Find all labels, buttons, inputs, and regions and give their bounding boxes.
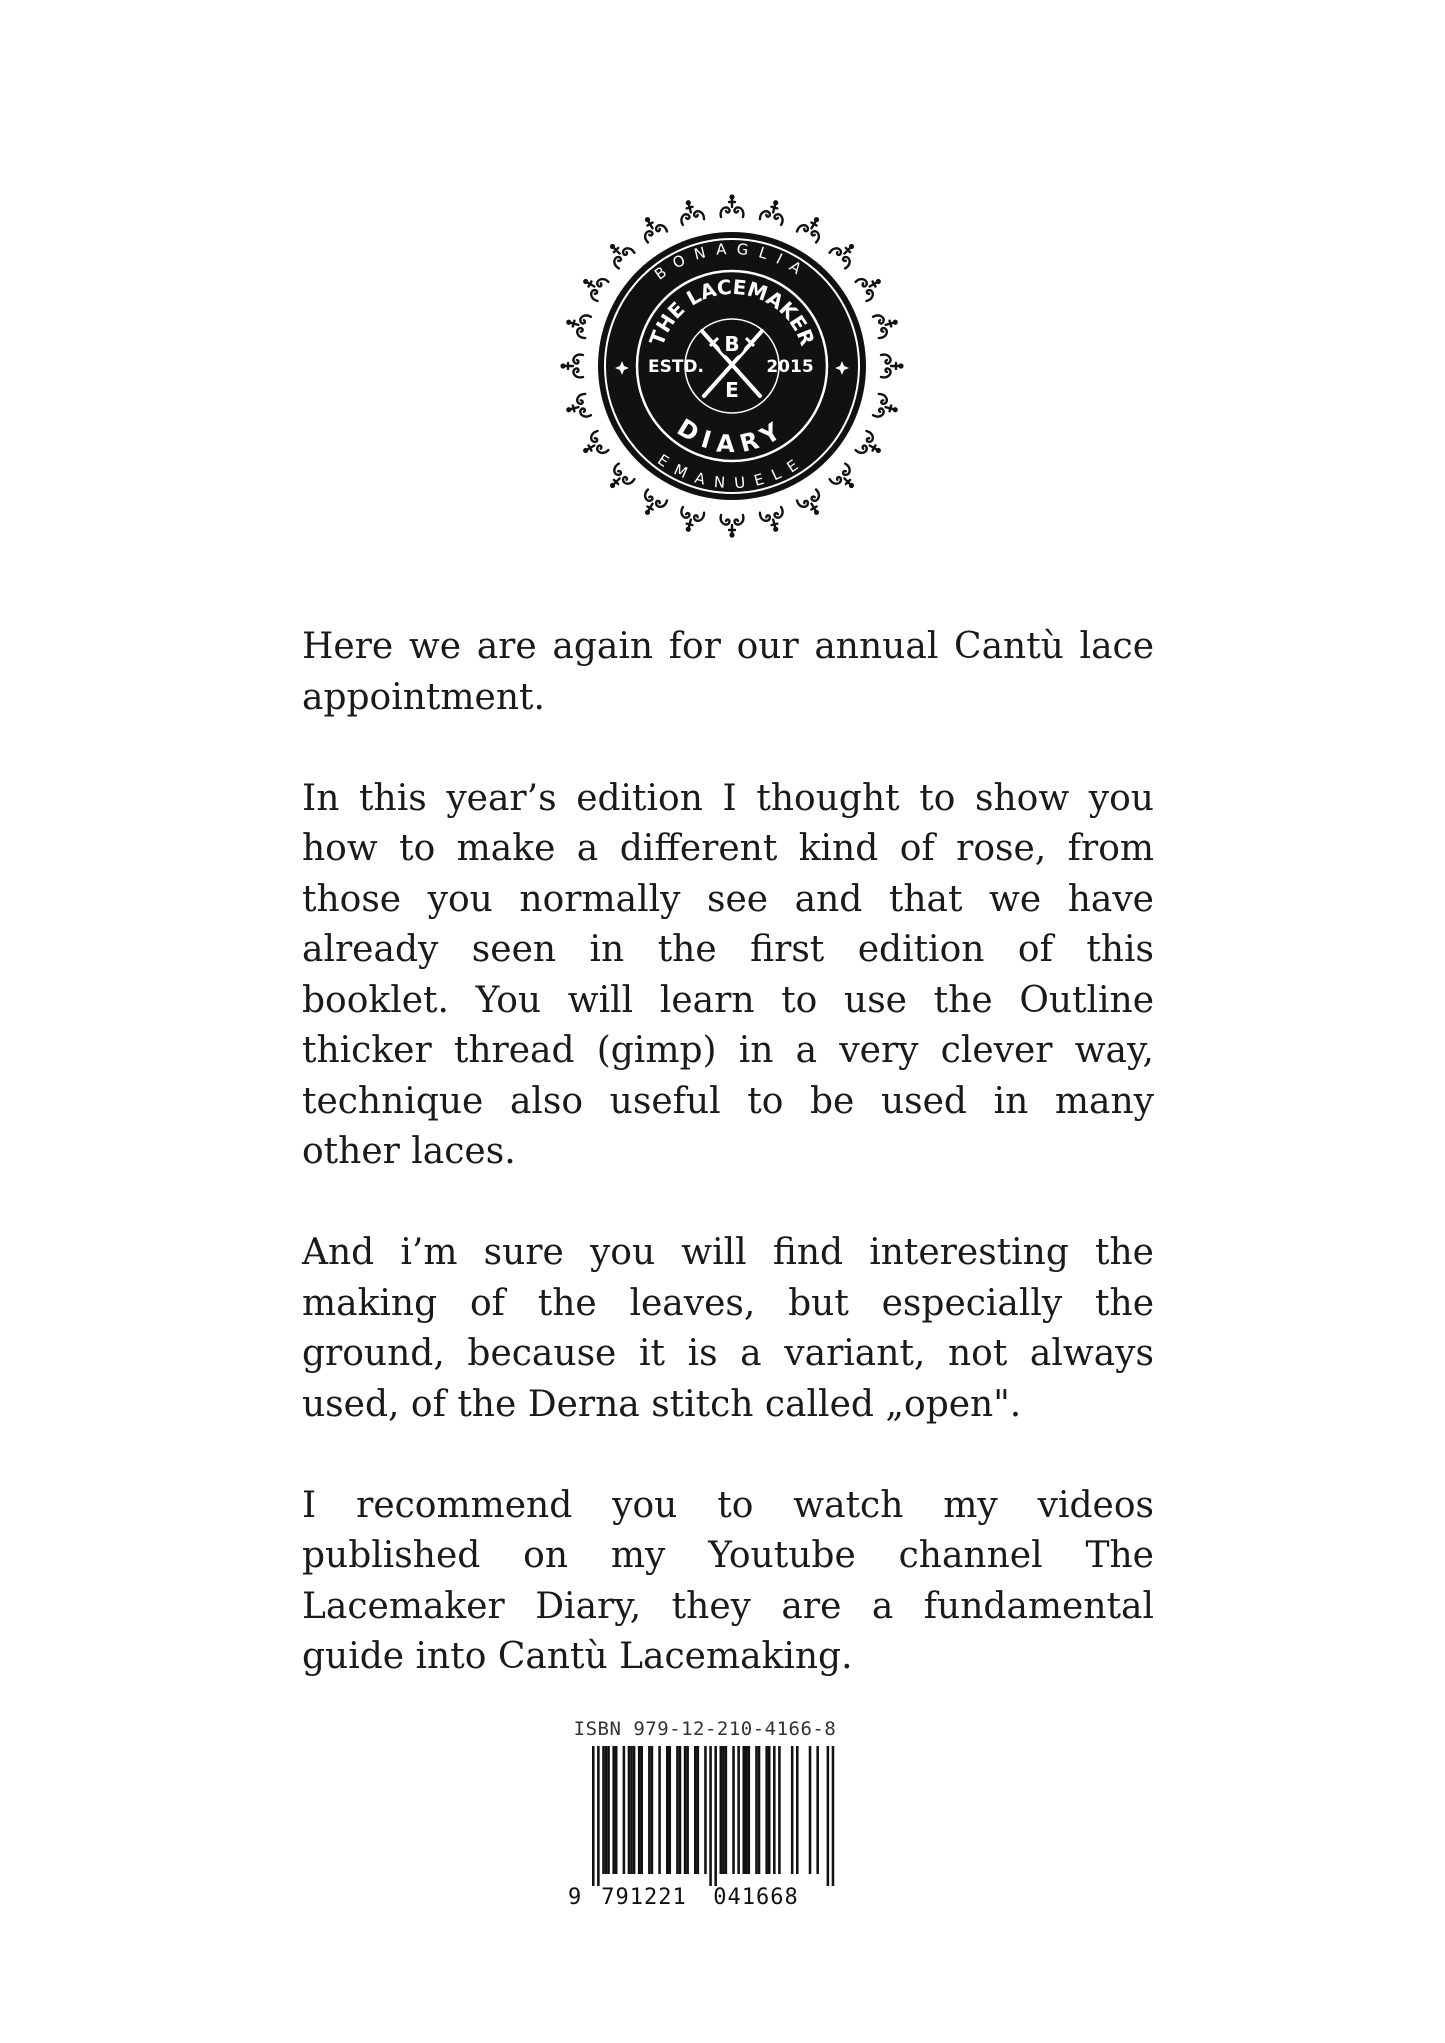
barcode-bar xyxy=(615,1746,618,1874)
barcode-bar xyxy=(704,1746,707,1874)
barcode-bar xyxy=(605,1746,608,1874)
barcode-bar xyxy=(676,1746,679,1874)
barcode-bar xyxy=(742,1746,745,1874)
barcode-bar xyxy=(694,1746,697,1874)
barcode-bar xyxy=(732,1746,735,1874)
ornament-swirl-icon xyxy=(578,270,609,301)
isbn-label: ISBN 979-12-210-4166-8 xyxy=(573,1718,837,1740)
back-cover-text xyxy=(302,622,1154,1683)
ornament-swirl-icon xyxy=(636,489,667,520)
ornament-swirl-icon xyxy=(677,507,705,535)
logo-year-label: 2015 xyxy=(766,357,814,377)
logo-estd-label: ESTD. xyxy=(647,357,705,377)
leaves-ground-paragraph: And i’m sure you will find interesting the making of the leaves, but especially the ground, because it is a variant, not always used, of the Derna stitch called „open". xyxy=(302,1232,1154,1425)
barcode-bar xyxy=(778,1746,781,1874)
barcode-right-digits: 041668 xyxy=(713,1885,799,1910)
ornament-swirl-icon xyxy=(881,355,904,378)
barcode-bar xyxy=(758,1746,761,1874)
barcode-bar xyxy=(640,1746,643,1874)
logo-surname-arc: BONAGLIA xyxy=(651,239,813,284)
barcode-bar xyxy=(597,1746,600,1886)
barcode-bar xyxy=(796,1746,799,1874)
barcode-bar xyxy=(768,1746,771,1874)
barcode-bar xyxy=(709,1746,712,1886)
barcode-bar xyxy=(607,1746,610,1874)
ornament-swirl-icon xyxy=(636,212,667,243)
ornament-swirl-icon xyxy=(578,431,609,462)
ornament-swirl-icon xyxy=(760,197,788,225)
ornament-swirl-icon xyxy=(855,270,886,301)
ornament-swirl-icon xyxy=(829,237,861,269)
barcode-bar xyxy=(666,1746,669,1874)
intro-paragraph: Here we are again for our annual Cantù lace appointment. xyxy=(302,626,1154,718)
youtube-paragraph: I recommend you to watch my videos published on my Youtube channel The Lacemaker Diary, they are a fundamental guide into Cantù Lacemaking. xyxy=(302,1484,1154,1677)
logo-diary-arc: DIARY xyxy=(672,413,792,459)
logo-initial-b: B xyxy=(724,332,740,356)
barcode-bar xyxy=(630,1746,633,1874)
barcode-bar xyxy=(697,1746,700,1874)
ornament-swirl-icon xyxy=(855,431,886,462)
ornament-swirl-icon xyxy=(563,311,591,339)
barcode-bar xyxy=(791,1746,794,1874)
barcode-bar xyxy=(765,1746,768,1874)
barcode-bar xyxy=(745,1746,748,1874)
ornament-swirl-icon xyxy=(677,197,705,225)
barcode-bar xyxy=(720,1746,723,1874)
barcode-bar xyxy=(658,1746,661,1874)
barcode-bar xyxy=(592,1746,595,1886)
barcode-bar xyxy=(686,1746,689,1874)
logo-initial-e: E xyxy=(725,378,739,402)
barcode-bar xyxy=(628,1746,631,1874)
barcode-bar xyxy=(827,1746,830,1886)
barcode-bar xyxy=(651,1746,654,1874)
barcode-bar xyxy=(648,1746,651,1874)
ornament-swirl-icon xyxy=(560,355,583,378)
ornament-swirl-icon xyxy=(603,237,635,269)
logo-firstname-arc: EMANUELE xyxy=(654,450,810,493)
barcode-bar xyxy=(748,1746,751,1874)
ornament-swirl-icon xyxy=(797,212,828,243)
barcode-bar xyxy=(684,1746,687,1874)
ornament-swirl-icon xyxy=(603,463,635,495)
barcode-bars xyxy=(592,1746,834,1886)
ornament-swirl-icon xyxy=(797,489,828,520)
barcode-bar xyxy=(602,1746,605,1874)
barcode-graphic xyxy=(560,1746,850,1910)
barcode-bar xyxy=(737,1746,740,1874)
barcode-bar xyxy=(809,1746,812,1874)
barcode-left-digits: 791221 xyxy=(601,1885,687,1910)
ornament-swirl-icon xyxy=(721,194,744,217)
barcode-first-digit: 9 xyxy=(568,1885,582,1910)
barcode-bar xyxy=(669,1746,672,1874)
edition-paragraph: In this year’s edition I thought to show you how to make a different kind of rose, from those you normally see and that we have already seen in the first edition of this booklet. You will learn to use the Outline thicker thread (gimp) in a very clever way, technique also useful to be used in many other laces. xyxy=(302,777,1154,1172)
barcode-bar xyxy=(816,1746,819,1874)
barcode-bar xyxy=(623,1746,626,1874)
isbn-barcode xyxy=(560,1718,850,1910)
barcode-bar xyxy=(714,1746,717,1886)
barcode-bar xyxy=(679,1746,682,1874)
barcode-bar xyxy=(638,1746,641,1874)
ornament-swirl-icon xyxy=(563,394,591,422)
ornament-swirl-icon xyxy=(760,507,788,535)
ornament-swirl-icon xyxy=(873,311,901,339)
barcode-bar xyxy=(633,1746,636,1874)
barcode-bar xyxy=(755,1746,758,1874)
lacemaker-diary-logo xyxy=(552,186,912,546)
barcode-bar xyxy=(773,1746,776,1874)
logo-seal-icon xyxy=(552,186,912,546)
ornament-swirl-icon xyxy=(721,515,744,538)
barcode-bar xyxy=(832,1746,835,1886)
barcode-bar xyxy=(612,1746,615,1874)
logo-brand-arc: THE LACEMAKER xyxy=(644,274,820,349)
barcode-bar xyxy=(722,1746,725,1874)
ornament-swirl-icon xyxy=(829,463,861,495)
ornament-swirl-icon xyxy=(873,394,901,422)
barcode-bar xyxy=(725,1746,728,1874)
